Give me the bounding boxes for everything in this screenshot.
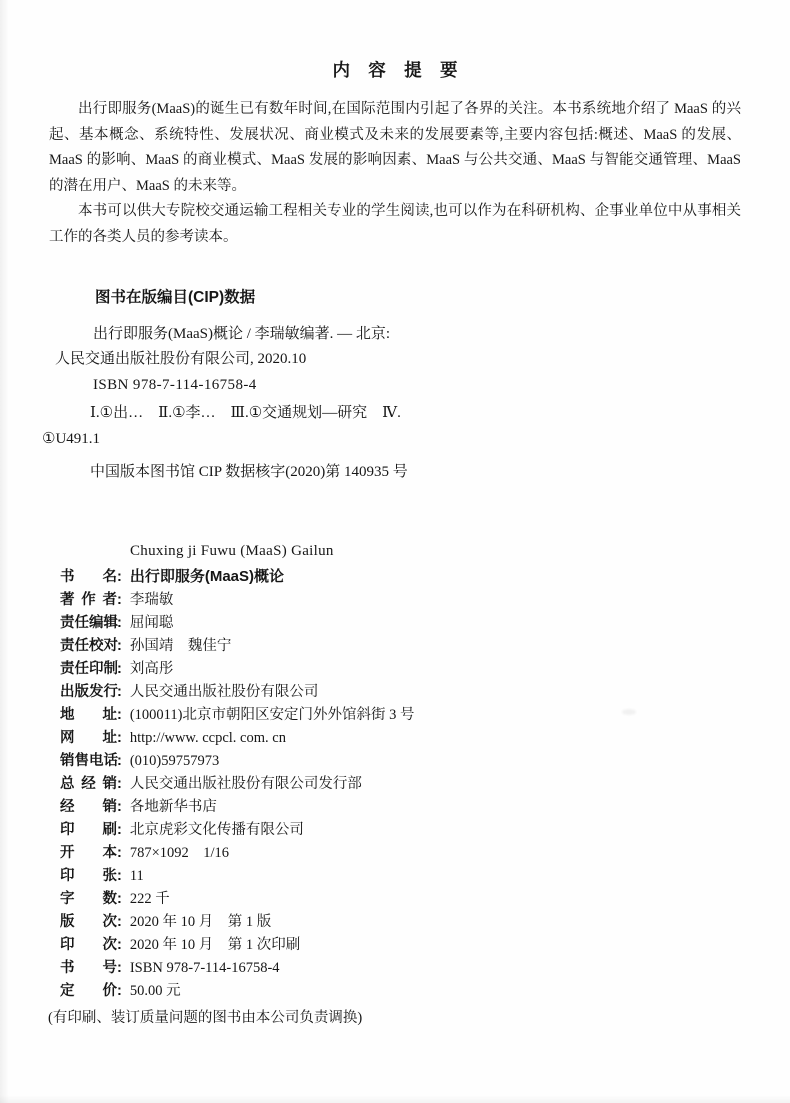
row-colon: : (117, 936, 122, 953)
cip-isbn-line: ISBN 978-7-114-16758-4 (93, 376, 257, 393)
cip-class-code: ①U491.1 (42, 430, 101, 447)
quality-note: (有印刷、装订质量问题的图书由本公司负责调换) (48, 1009, 363, 1026)
row-colon: : (117, 890, 122, 907)
row-value: 2020 年 10 月 第 1 次印刷 (129, 936, 301, 953)
cip-block (0, 287, 790, 486)
colophon-row (60, 865, 790, 888)
row-colon: : (117, 959, 122, 976)
row-colon: : (117, 614, 122, 631)
cip-record-number: 中国版本图书馆 CIP 数据核字(2020)第 140935 号 (90, 464, 408, 481)
cip-publisher-line: 人民交通出版社股份有限公司, 2020.10 (55, 351, 307, 368)
row-value: 刘高彤 (129, 660, 174, 677)
row-value: 人民交通出版社股份有限公司 (129, 683, 319, 700)
row-colon: : (117, 683, 122, 700)
row-label: 印张 (60, 867, 117, 884)
colophon-row (60, 888, 790, 911)
row-colon: : (117, 982, 122, 999)
colophon-row (60, 980, 790, 1003)
row-value: 人民交通出版社股份有限公司发行部 (129, 775, 362, 792)
row-label: 书号 (60, 959, 117, 976)
colophon-row (60, 612, 790, 635)
row-colon: : (117, 775, 122, 792)
colophon-row (60, 589, 790, 612)
row-colon: : (117, 706, 122, 723)
content-summary (49, 97, 741, 251)
colophon-row (60, 842, 790, 865)
colophon-row (60, 819, 790, 842)
row-colon: : (117, 867, 122, 884)
row-value: 11 (129, 867, 144, 884)
colophon-row (60, 727, 790, 750)
row-value: (010)59757973 (129, 752, 220, 769)
row-label: 销售电话 (60, 752, 118, 769)
colophon-row (60, 635, 790, 658)
colophon-row (60, 773, 790, 796)
colophon-row (60, 681, 790, 704)
cip-classification-line: Ⅰ.①出… Ⅱ.①李… Ⅲ.①交通规划—研究 Ⅳ. (90, 405, 401, 422)
row-colon: : (117, 913, 122, 930)
row-label: 经销 (60, 798, 117, 815)
row-colon: : (117, 821, 122, 838)
row-colon: : (117, 637, 122, 654)
row-label: 出版发行 (60, 683, 118, 700)
row-label: 开本 (60, 844, 117, 861)
row-label: 版次 (60, 913, 117, 930)
summary-paragraph-2: 本书可以供大专院校交通运输工程相关专业的学生阅读,也可以作为在科研机构、企事业单位中从事相关工作的各类人员的参考读本。 (49, 203, 741, 245)
row-colon: : (117, 844, 122, 861)
row-label: 字数 (60, 890, 117, 907)
row-colon: : (117, 752, 122, 769)
row-value: 787×1092 1/16 (129, 844, 230, 861)
row-label: 印次 (60, 936, 117, 953)
row-value: 各地新华书店 (129, 798, 217, 815)
content-summary-heading (0, 58, 790, 82)
row-label: 责任印制 (60, 660, 118, 677)
colophon-row (60, 658, 790, 681)
cip-title-line: 出行即服务(MaaS)概论 / 李瑞敏编著. — 北京: (93, 325, 391, 342)
row-value: 2020 年 10 月 第 1 版 (129, 913, 272, 930)
colophon-row (60, 957, 790, 980)
row-value: 孙国靖 魏佳宁 (129, 637, 232, 654)
pinyin-title: Chuxing ji Fuwu (MaaS) Gailun (130, 542, 334, 559)
row-label: 责任校对 (60, 637, 118, 654)
row-colon: : (117, 798, 122, 815)
row-colon: : (117, 568, 122, 585)
row-value: 屈闻聪 (129, 614, 174, 631)
row-label: 地址 (60, 706, 117, 723)
row-label: 总经销 (60, 775, 117, 792)
row-label: 责任编辑 (60, 614, 118, 631)
row-value: 北京虎彩文化传播有限公司 (129, 821, 304, 838)
row-value: 李瑞敏 (129, 591, 174, 608)
row-value: 50.00 元 (129, 982, 181, 999)
colophon-row (60, 565, 790, 589)
row-value: http://www. ccpcl. com. cn (129, 729, 286, 746)
colophon-row (60, 911, 790, 934)
row-value: 出行即服务(MaaS)概论 (129, 567, 285, 585)
row-value: ISBN 978-7-114-16758-4 (129, 959, 280, 976)
row-colon: : (117, 591, 122, 608)
row-label: 书名 (60, 568, 117, 585)
row-value: 222 千 (129, 890, 170, 907)
row-colon: : (117, 729, 122, 746)
row-label: 印刷 (60, 821, 117, 838)
summary-paragraph-1: 出行即服务(MaaS)的诞生已有数年时间,在国际范围内引起了各界的关注。本书系统地介绍了 MaaS 的兴起、基本概念、系统特性、发展状况、商业模式及未来的发展要素等,主要内容包括:概述、MaaS 的发展、MaaS 的影响、MaaS 的商业模式、MaaS 发展的影响因素、MaaS 与公共交通、MaaS 与智能交通管理、MaaS 的潜在用户、MaaS 的未来等。 (49, 101, 741, 194)
scan-artifact (622, 709, 636, 715)
row-label: 著作者 (60, 591, 117, 608)
cip-heading: 图书在版编目(CIP)数据 (95, 288, 256, 306)
colophon-row (60, 704, 790, 727)
row-label: 定价 (60, 982, 117, 999)
row-label: 网址 (60, 729, 117, 746)
colophon-row (60, 934, 790, 957)
row-colon: : (117, 660, 122, 677)
colophon-row (60, 796, 790, 819)
colophon-row (60, 750, 790, 773)
row-value: (100011)北京市朝阳区安定门外外馆斜街 3 号 (129, 706, 415, 723)
content-summary-heading-text: 内容提要 (332, 60, 476, 80)
colophon-rows (60, 565, 790, 1003)
